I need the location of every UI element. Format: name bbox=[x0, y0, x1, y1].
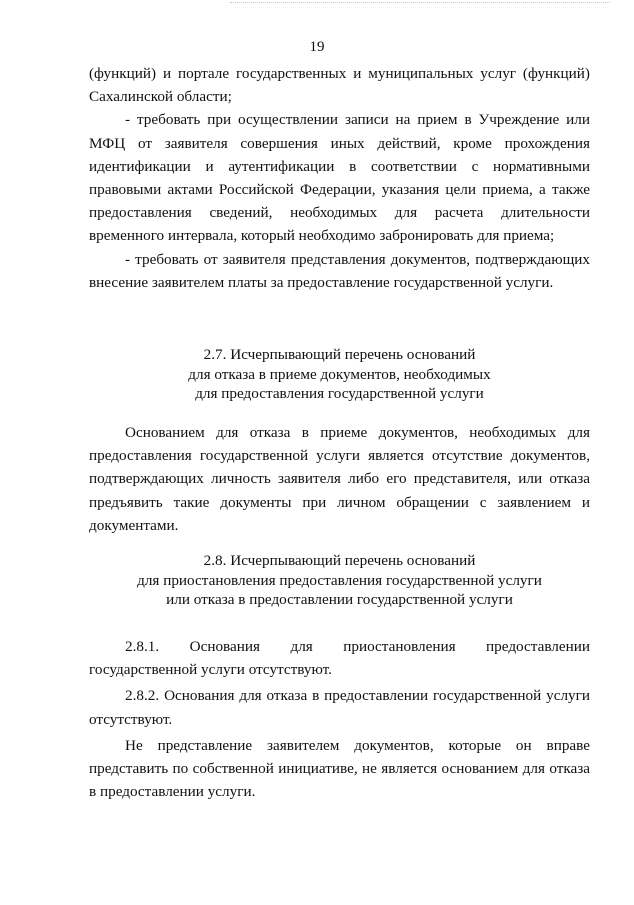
heading-line: для предоставления государственной услуги bbox=[195, 385, 484, 402]
heading-line: 2.7. Исчерпывающий перечень оснований bbox=[203, 346, 476, 363]
heading-line: для приостановления предоставления государственной услуги bbox=[137, 571, 542, 589]
section-2-7-body bbox=[89, 421, 590, 537]
paragraph-2-8-1: 2.8.1. Основания для приостановления предоставлении государственной услуги отсутствуют. bbox=[89, 638, 590, 679]
paragraph-2-8-2: 2.8.2. Основания для отказа в предоставлении государственной услуги отсутствуют. bbox=[89, 687, 590, 728]
heading-line: или отказа в предоставлении государственной услуги bbox=[166, 591, 513, 608]
intro-line-1: (функций) и портале государственных и муниципальных услуг (функций) bbox=[89, 65, 590, 82]
section-2-8-body bbox=[89, 635, 590, 803]
heading-line: для отказа в приеме документов, необходимых bbox=[188, 365, 491, 383]
bullet-paragraph-2: - требовать от заявителя представления документов, подтверждающих внесение заявителем платы за предоставление государственной услуги. bbox=[89, 250, 590, 291]
intro-block bbox=[89, 62, 590, 294]
section-2-8-heading bbox=[89, 551, 590, 610]
paragraph-non-submission: Не представление заявителем документов, которые он вправе представить по собственной инициативе, не является основанием для отказа в предоставлении услуги. bbox=[89, 736, 590, 801]
section-2-7-paragraph: Основанием для отказа в приеме документов, необходимых для предоставления государственной услуги является отсутствие документов, подтверждающих личность заявителя либо его представителя, или отказа предъявить такие документы при личном обращении с заявлением и документами. bbox=[89, 424, 590, 534]
page-number: 19 bbox=[309, 39, 325, 55]
heading-line: 2.8. Исчерпывающий перечень оснований bbox=[203, 552, 476, 569]
section-2-7-heading bbox=[89, 345, 590, 404]
bullet-paragraph-1: - требовать при осуществлении записи на прием в Учреждение или МФЦ от заявителя совершения иных действий, кроме прохождения идентификации и аутентификации в соответствии с нормативными правовыми актами Российской Федерации, указания цели приема, а также предоставления сведений, необходимых для расчета длительности временного интервала, который необходимо забронировать для приема; bbox=[89, 111, 590, 245]
intro-line-2: Сахалинской области; bbox=[89, 88, 232, 106]
scan-artifact-line bbox=[230, 2, 610, 4]
